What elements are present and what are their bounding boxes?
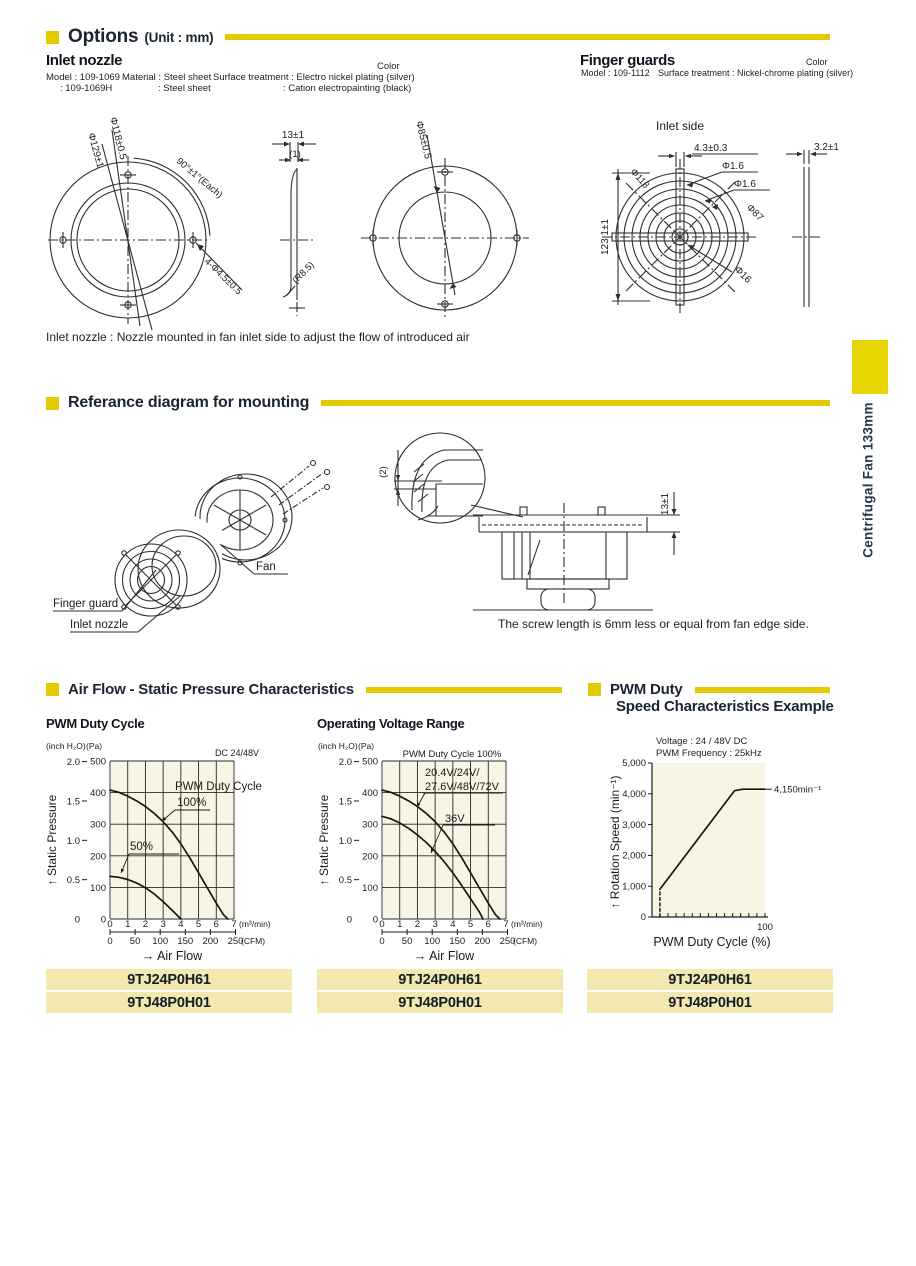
section-rule — [225, 34, 830, 40]
svg-text:5: 5 — [467, 919, 474, 930]
dim-1: (1) — [289, 149, 301, 160]
fan-label: Fan — [256, 561, 276, 573]
svg-text:6: 6 — [213, 919, 219, 930]
dim-phi16: Φ16 — [731, 264, 754, 286]
svg-text:↑ Rotation Speed (min⁻¹): ↑ Rotation Speed (min⁻¹) — [608, 775, 622, 909]
svg-text:0: 0 — [74, 914, 80, 926]
svg-text:↑ Static Pressure: ↑ Static Pressure — [317, 794, 331, 886]
svg-text:2: 2 — [414, 919, 421, 930]
model-row: 9TJ24P0H61 — [46, 969, 292, 990]
svg-text:100%: 100% — [177, 797, 207, 809]
model-table-2 — [317, 969, 563, 1015]
model-row: 9TJ24P0H61 — [317, 969, 563, 990]
svg-text:100: 100 — [424, 936, 441, 947]
dim-phi118: Φ118±0.5 — [107, 116, 129, 161]
finger-guards-color-label: Color — [806, 57, 828, 67]
dim-holes: 4-Φ4.5±0.5 — [201, 256, 244, 298]
section-bullet-icon — [46, 683, 59, 696]
svg-text:1: 1 — [397, 919, 403, 930]
svg-text:(Pa): (Pa) — [86, 741, 103, 751]
fan-cross-section — [473, 492, 680, 610]
section-bullet-icon — [46, 397, 59, 410]
svg-text:0: 0 — [107, 936, 113, 947]
svg-text:200: 200 — [362, 851, 378, 863]
svg-text:7: 7 — [231, 919, 237, 930]
svg-text:(CFM): (CFM) — [241, 936, 266, 946]
svg-text:1.5: 1.5 — [338, 796, 352, 808]
svg-text:5: 5 — [195, 919, 202, 930]
model-value: Model : 109-1112 — [581, 68, 650, 78]
svg-text:20.4V/24V/: 20.4V/24V/ — [425, 767, 480, 779]
svg-text:50: 50 — [129, 936, 141, 947]
svg-text:7: 7 — [503, 919, 509, 930]
detail-callout — [378, 433, 523, 523]
section-rule — [366, 687, 562, 693]
svg-text:1.0: 1.0 — [66, 835, 80, 847]
svg-text:3: 3 — [160, 919, 166, 930]
svg-text:4,000: 4,000 — [622, 789, 646, 800]
svg-text:0: 0 — [379, 919, 385, 930]
finger-guards-heading: Finger guards — [580, 52, 675, 69]
svg-text:0: 0 — [100, 914, 106, 926]
dim-43: 4.3±0.3 — [694, 143, 728, 154]
voltage-condition: Voltage : 24 / 48V DC — [656, 736, 748, 747]
svg-text:300: 300 — [90, 819, 106, 831]
section-rule — [321, 400, 830, 406]
svg-text:500: 500 — [362, 756, 378, 768]
svg-text:100: 100 — [152, 936, 169, 947]
finger-guard-label: Finger guard — [53, 598, 119, 610]
svg-text:4: 4 — [178, 919, 184, 930]
pwm-duty-cycle-chart — [44, 732, 312, 966]
pwm-section-header — [588, 681, 830, 698]
treatment-value: Surface treatment : Nickel-chrome plating (silver) — [658, 68, 854, 78]
dim-phi87: Φ87 — [743, 202, 766, 224]
svg-text:→ Air Flow: → Air Flow — [141, 949, 203, 963]
svg-text:→ Air Flow: → Air Flow — [413, 949, 475, 963]
options-section-header — [46, 26, 830, 48]
model-table-1 — [46, 969, 292, 1015]
svg-text:250: 250 — [499, 936, 516, 947]
svg-text:1: 1 — [125, 919, 131, 930]
treatment-value: Surface treatment : Electro nickel plating (silver) — [213, 72, 415, 83]
inlet-nozzle-rear-drawing — [361, 120, 529, 320]
svg-text:0.5: 0.5 — [338, 875, 352, 887]
screw-length-caption: The screw length is 6mm less or equal from fan edge side. — [498, 617, 809, 631]
inlet-nozzle-side-drawing — [272, 130, 317, 316]
mounting-title: Referance diagram for mounting — [68, 394, 310, 411]
chart2-subtitle: Operating Voltage Range — [317, 716, 465, 731]
svg-text:4,150min⁻¹: 4,150min⁻¹ — [774, 784, 822, 796]
finger-guard-side-view — [786, 142, 839, 307]
pwm-title-line1: PWM Duty — [610, 681, 683, 698]
model-row: 9TJ48P0H01 — [46, 992, 292, 1013]
model-value: : 109-1069H — [60, 83, 113, 94]
svg-text:5,000: 5,000 — [622, 758, 646, 770]
svg-text:200: 200 — [202, 936, 219, 947]
side-tab-square — [852, 340, 888, 394]
svg-text:150: 150 — [449, 936, 466, 947]
options-technical-drawings — [46, 100, 860, 335]
svg-text:2.0: 2.0 — [66, 757, 80, 769]
svg-text:(inch H₂O): (inch H₂O) — [318, 741, 358, 751]
inlet-nozzle-front-drawing — [48, 116, 244, 330]
dim-13: 13±1 — [281, 130, 305, 141]
svg-text:4: 4 — [450, 919, 456, 930]
svg-text:36V: 36V — [445, 813, 465, 825]
dim-phi16b: Φ1.6 — [734, 179, 756, 190]
dim-r85: (R8.5) — [290, 259, 317, 287]
svg-text:2: 2 — [142, 919, 149, 930]
svg-text:DC 24/48V: DC 24/48V — [215, 748, 260, 758]
treatment-value: : Cation electropainting (black) — [283, 83, 412, 94]
section-rule — [695, 687, 830, 693]
inlet-nozzle-heading: Inlet nozzle — [46, 52, 123, 69]
color-value: (black) — [382, 83, 412, 94]
svg-text:0: 0 — [372, 914, 378, 926]
svg-text:1.5: 1.5 — [66, 796, 80, 808]
pwm-speed-chart — [587, 754, 843, 966]
pwm-title-line2: Speed Characteristics Example — [616, 698, 834, 715]
dim-32: 3.2±1 — [814, 142, 839, 153]
svg-text:(CFM): (CFM) — [513, 936, 538, 946]
dim-phi118: Φ118 — [627, 166, 652, 191]
dim-phi129: Φ129±1 — [85, 131, 106, 170]
svg-text:400: 400 — [90, 788, 106, 800]
airflow-title: Air Flow - Static Pressure Characteristics — [68, 681, 354, 698]
mounting-diagram — [46, 420, 830, 635]
svg-text:50%: 50% — [130, 841, 154, 853]
dim-phi16a: Φ1.6 — [722, 161, 744, 172]
airflow-section-header — [46, 681, 562, 698]
svg-text:(m³/min): (m³/min) — [511, 919, 543, 929]
svg-text:6: 6 — [485, 919, 491, 930]
svg-text:0: 0 — [346, 914, 352, 926]
inlet-nozzle-label: Inlet nozzle — [70, 619, 129, 631]
svg-text:1.0: 1.0 — [338, 835, 352, 847]
svg-text:100: 100 — [90, 882, 106, 894]
section-bullet-icon — [588, 683, 601, 696]
inlet-side-label: Inlet side — [655, 119, 705, 133]
mounting-section-header — [46, 394, 830, 412]
svg-text:(inch H₂O): (inch H₂O) — [46, 741, 86, 751]
dim-2: (2) — [378, 466, 389, 478]
dim-123: 123.1±1 — [600, 218, 611, 256]
chart1-subtitle: PWM Duty Cycle — [46, 716, 145, 731]
svg-text:PWM Duty Cycle (%): PWM Duty Cycle (%) — [653, 935, 771, 949]
options-title: Options — [68, 26, 139, 47]
inlet-nozzle-color-label: Color — [377, 61, 400, 72]
svg-text:400: 400 — [362, 788, 378, 800]
material-value: Material : Steel sheet — [122, 72, 212, 83]
svg-text:100: 100 — [757, 922, 773, 933]
model-row: 9TJ24P0H61 — [587, 969, 833, 990]
model-row: 9TJ48P0H01 — [317, 992, 563, 1013]
svg-text:200: 200 — [90, 851, 106, 863]
svg-text:50: 50 — [401, 936, 413, 947]
material-value: : Steel sheet — [158, 83, 211, 94]
svg-text:0: 0 — [107, 919, 113, 930]
options-unit: (Unit : mm) — [144, 29, 214, 45]
inlet-nozzle-caption: Inlet nozzle : Nozzle mounted in fan inlet side to adjust the flow of introduced air — [46, 330, 470, 344]
svg-text:(m³/min): (m³/min) — [239, 919, 271, 929]
svg-text:0.5: 0.5 — [66, 875, 80, 887]
color-value: (silver) — [826, 68, 854, 78]
dim-angle: 90°±1°(Each) — [174, 155, 225, 201]
frequency-condition: PWM Frequency : 25kHz — [656, 748, 762, 759]
svg-text:PWM Duty Cycle 100%: PWM Duty Cycle 100% — [402, 749, 502, 760]
operating-voltage-range-chart — [316, 732, 584, 966]
svg-text:↑ Static Pressure: ↑ Static Pressure — [45, 794, 59, 886]
svg-text:0: 0 — [379, 936, 385, 947]
svg-text:2,000: 2,000 — [622, 850, 646, 862]
svg-text:200: 200 — [474, 936, 491, 947]
model-row: 9TJ48P0H01 — [587, 992, 833, 1013]
dim-13: 13±1 — [660, 492, 671, 516]
svg-text:300: 300 — [362, 819, 378, 831]
model-table-3 — [587, 969, 833, 1015]
model-value: Model : 109-1069 — [46, 72, 120, 83]
svg-text:PWM Duty Cycle: PWM Duty Cycle — [175, 781, 262, 793]
svg-text:500: 500 — [90, 756, 106, 768]
dim-phi85: Φ85±0.5 — [413, 120, 434, 161]
svg-text:3,000: 3,000 — [622, 819, 646, 831]
svg-text:150: 150 — [177, 936, 194, 947]
svg-text:(Pa): (Pa) — [358, 741, 375, 751]
side-tab-label: Centrifugal Fan 133mm — [860, 402, 876, 558]
svg-text:0: 0 — [640, 912, 646, 924]
svg-text:1,000: 1,000 — [622, 881, 646, 893]
svg-text:2.0: 2.0 — [338, 757, 352, 769]
exploded-assembly — [53, 433, 330, 632]
section-bullet-icon — [46, 31, 59, 44]
svg-text:3: 3 — [432, 919, 438, 930]
svg-text:100: 100 — [362, 882, 378, 894]
svg-text:250: 250 — [227, 936, 244, 947]
color-value: (silver) — [386, 72, 415, 83]
svg-text:27.6V/48V/72V: 27.6V/48V/72V — [425, 781, 500, 793]
finger-guard-drawing — [600, 119, 839, 315]
